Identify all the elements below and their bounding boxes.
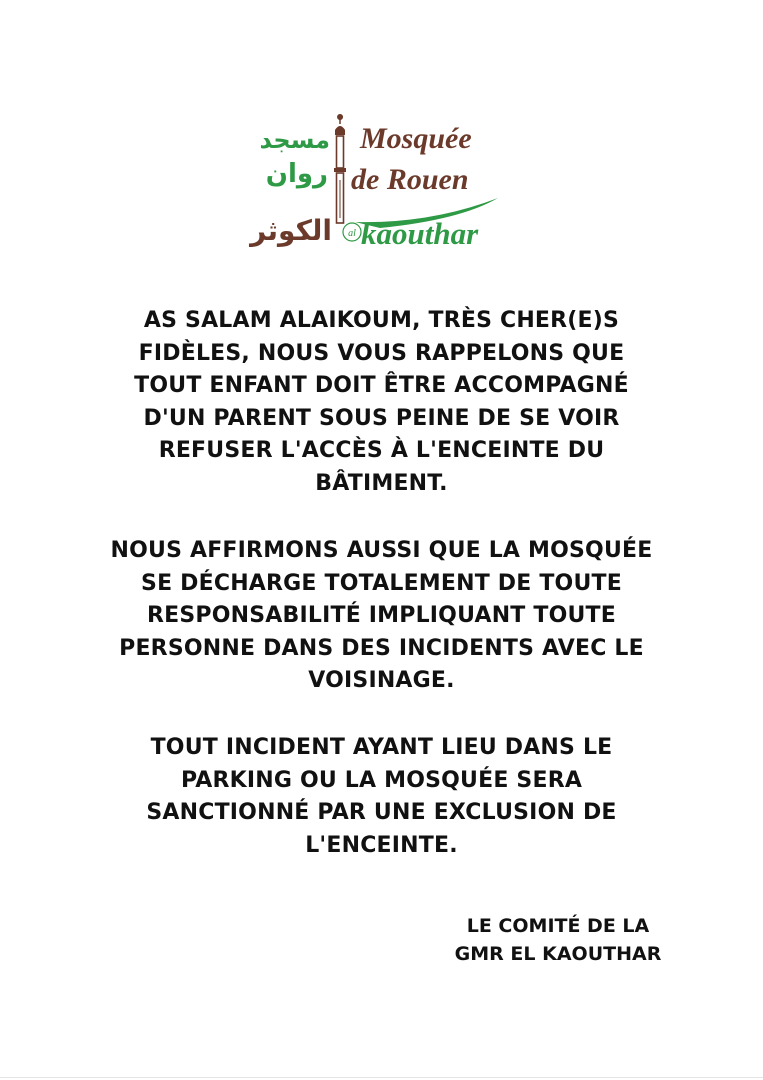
notice-line: D'UN PARENT SOUS PEINE DE SE VOIR <box>143 405 620 431</box>
minaret-icon <box>334 114 346 223</box>
notice-line: REFUSER L'ACCÈS À L'ENCEINTE DU <box>158 438 605 463</box>
notice-line: AS SALAM ALAIKOUM, TRÈS CHER(E)S <box>143 308 620 333</box>
notice-line: FIDÈLES, NOUS VOUS RAPPELONS QUE <box>138 340 625 366</box>
notice-line: TOUT ENFANT DOIT ÊTRE ACCOMPAGNÉ <box>134 373 629 398</box>
notice-paragraph-responsibility <box>60 535 703 698</box>
logo-latin-line1: Mosquée <box>360 122 472 155</box>
logo-arabic-line3: الكوثر <box>250 214 332 247</box>
notice-paragraph-exclusion <box>60 732 703 862</box>
notice-line: BÂTIMENT. <box>315 470 448 496</box>
notice-line: SANCTIONNÉ PAR UNE EXCLUSION DE <box>146 800 617 825</box>
logo-latin-small: al <box>348 228 356 239</box>
logo-latin-line2: de Rouen <box>351 163 469 196</box>
notice-line: PARKING OU LA MOSQUÉE SERA <box>180 767 583 793</box>
signature-line: GMR EL KAOUTHAR <box>454 943 662 965</box>
notice-line: VOISINAGE. <box>308 668 455 693</box>
signature-line: LE COMITÉ DE LA <box>466 915 650 937</box>
notice-line: PERSONNE DANS DES INCIDENTS AVEC LE <box>119 635 644 661</box>
notice-line: SE DÉCHARGE TOTALEMENT DE TOUTE <box>141 570 622 596</box>
signature-block <box>443 912 673 968</box>
logo-arabic-line1: مسجد <box>259 126 330 154</box>
mosque-logo <box>250 108 504 251</box>
notice-line: L'ENCEINTE. <box>305 832 458 858</box>
logo-arabic-line2: روان <box>265 159 328 189</box>
page-bottom-divider <box>0 1077 763 1078</box>
notice-line: RESPONSABILITÉ IMPLIQUANT TOUTE <box>147 603 616 628</box>
notice-line: NOUS AFFIRMONS AUSSI QUE LA MOSQUÉE <box>110 538 653 563</box>
mosque-logo-graphic <box>250 108 504 251</box>
notice-paragraph-children <box>60 305 703 500</box>
logo-latin-line3: kaouthar <box>361 216 479 251</box>
notice-line: TOUT INCIDENT AYANT LIEU DANS LE <box>150 735 613 760</box>
